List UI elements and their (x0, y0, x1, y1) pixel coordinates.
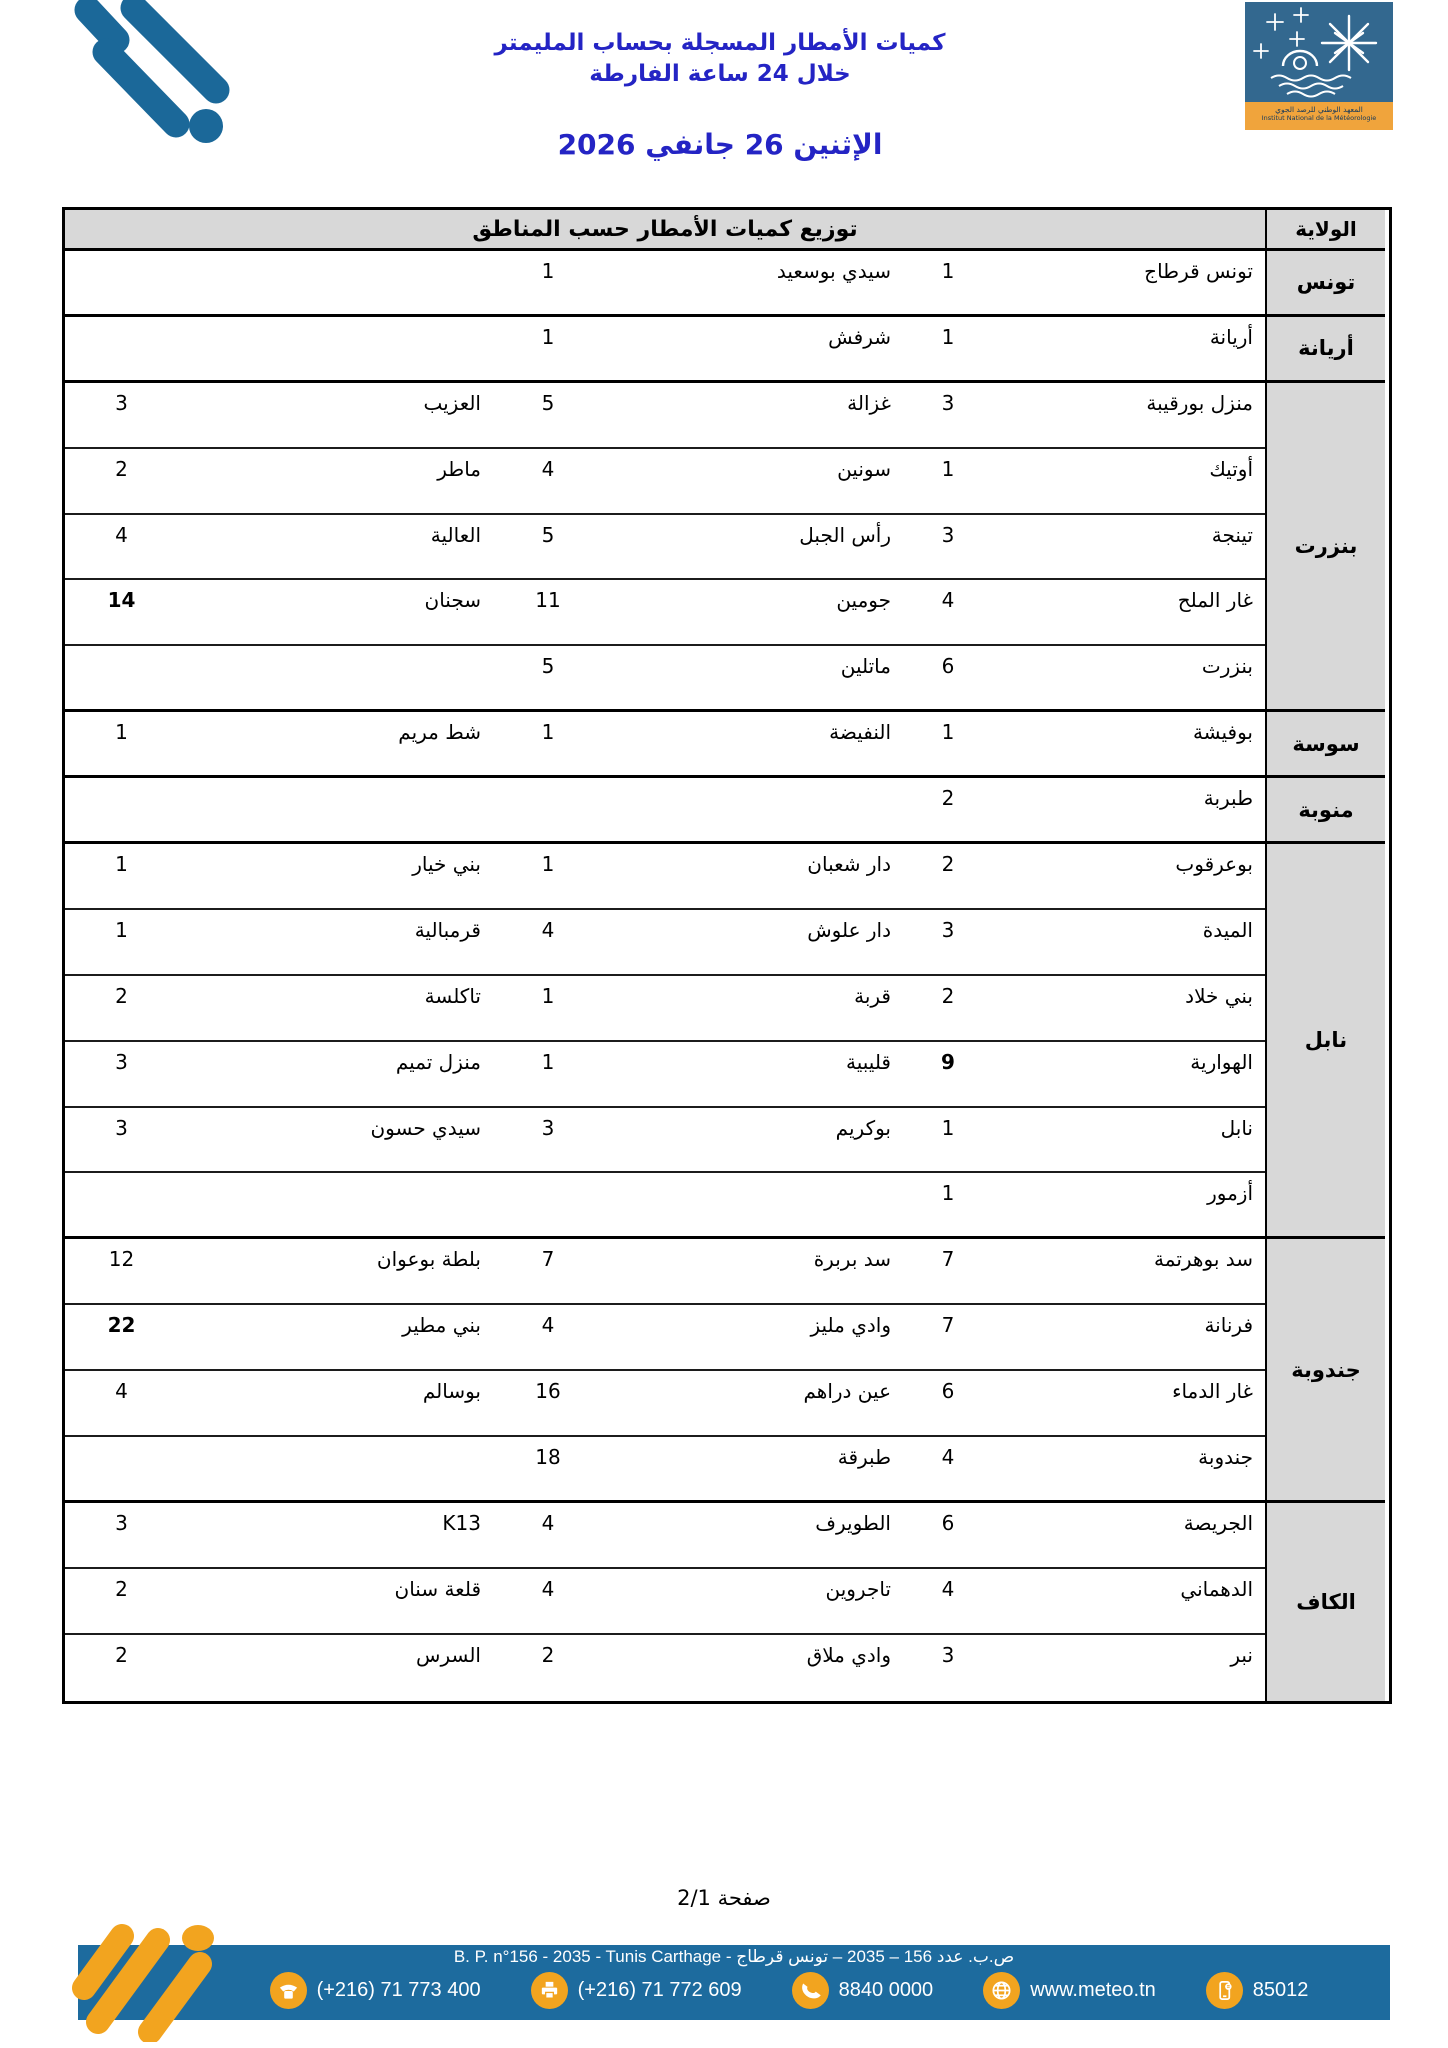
rain-value: 1 (493, 1042, 603, 1108)
region-name: سيدي حسون (178, 1108, 493, 1174)
globe-icon (983, 1972, 1020, 2009)
rain-value: 4 (493, 1569, 603, 1635)
governorate-cell: أريانة (1265, 317, 1385, 383)
rain-value: 1 (903, 712, 993, 778)
rain-value: 2 (903, 778, 993, 844)
rain-value: 2 (541, 1642, 555, 1667)
region-name: سونين (603, 449, 903, 515)
rain-value: 1 (903, 1173, 993, 1239)
region-name: تينجة (993, 515, 1265, 581)
rain-value: 3 (903, 910, 993, 976)
rain-value: 3 (65, 1503, 178, 1569)
rain-value: 6 (903, 646, 993, 712)
rain-value: 3 (903, 383, 993, 449)
table-main-header: توزيع كميات الأمطار حسب المناطق (65, 210, 1265, 251)
region-name: العالية (178, 515, 493, 581)
region-name: النفيضة (603, 712, 903, 778)
region-name: بني خلاد (993, 976, 1265, 1042)
footer-bar (78, 1945, 1390, 2020)
rain-value (493, 1173, 603, 1239)
rain-value: 1 (903, 317, 993, 383)
governorate-cell: الكاف (1265, 1503, 1385, 1701)
rain-value: 5 (493, 383, 603, 449)
rain-value: 1 (493, 712, 603, 778)
inm-logo-emblem-icon (1245, 2, 1393, 102)
region-name: سد بوهرتمة (993, 1239, 1265, 1305)
region-name: قرمبالية (178, 910, 493, 976)
inm-logo (1245, 2, 1393, 130)
report-title-line2: خلال 24 ساعة الفارطة (589, 61, 851, 87)
rain-value: 1 (493, 844, 603, 910)
rain-value: 7 (493, 1239, 603, 1305)
inm-logo-band (1245, 102, 1393, 130)
report-date: الإثنين 26 جانفي 2026 (557, 128, 883, 161)
report-header (330, 28, 1110, 161)
region-name (603, 1173, 903, 1239)
region-name: بني خيار (178, 844, 493, 910)
region-name: بوسالم (178, 1371, 493, 1437)
rain-value: 4 (903, 580, 993, 646)
region-name (603, 778, 903, 844)
region-name: غار الملح (993, 580, 1265, 646)
rain-value (65, 1173, 178, 1239)
rain-value: 3 (65, 1042, 178, 1108)
rain-value: 4 (493, 449, 603, 515)
rain-value: 14 (65, 580, 178, 646)
rain-value: 2 (65, 976, 178, 1042)
rain-value: 3 (903, 515, 993, 581)
rain-value: 1 (65, 910, 178, 976)
region-name: وادي ملاق (806, 1642, 891, 1667)
rain-value: 4 (903, 1569, 993, 1635)
region-name: بوعرقوب (993, 844, 1265, 910)
rain-value (65, 317, 178, 383)
region-name: نابل (993, 1108, 1265, 1174)
region-name: سيدي بوسعيد (603, 251, 903, 317)
region-name: العزيب (178, 383, 493, 449)
region-name: نبر (1230, 1642, 1253, 1667)
rain-value: 3 (941, 1642, 955, 1667)
region-name: السرس (416, 1642, 481, 1667)
region-name: فرنانة (993, 1305, 1265, 1371)
rain-value: 5 (493, 515, 603, 581)
table-governorate-header: الولاية (1265, 210, 1385, 251)
region-name: شط مريم (178, 712, 493, 778)
rain-value: 1 (65, 844, 178, 910)
rain-value: 1 (903, 449, 993, 515)
rain-value: 2 (903, 976, 993, 1042)
rain-value (65, 1437, 178, 1503)
contact-item (983, 1972, 1156, 2009)
rain-value: 4 (493, 1305, 603, 1371)
rain-value (65, 251, 178, 317)
footer-address: B. P. n°156 - 2035 - Tunis Carthage - ص.ب. عدد 156 – 2035 – تونس قرطاج (453, 1947, 1015, 1966)
rain-value: 1 (903, 1108, 993, 1174)
region-name (178, 778, 493, 844)
rain-value: 6 (903, 1371, 993, 1437)
region-name: قلعة سنان (178, 1569, 493, 1635)
governorate-cell: جندوبة (1265, 1239, 1385, 1503)
rain-value: 6 (903, 1503, 993, 1569)
rain-value: 2 (65, 1569, 178, 1635)
rain-value: 16 (493, 1371, 603, 1437)
inm-name-arabic: المعهد الوطني للرصد الجوي (1275, 105, 1363, 114)
region-name: تاكلسة (178, 976, 493, 1042)
region-name: قليبية (603, 1042, 903, 1108)
region-name: أوتيك (993, 449, 1265, 515)
region-name: طبرقة (603, 1437, 903, 1503)
rain-value: 7 (903, 1305, 993, 1371)
rain-value: 12 (65, 1239, 178, 1305)
rain-value: 2 (65, 449, 178, 515)
region-name: الميدة (993, 910, 1265, 976)
governorate-cell: سوسة (1265, 712, 1385, 778)
rain-value: 1 (493, 317, 603, 383)
rain-value (493, 778, 603, 844)
region-name: سد بربرة (603, 1239, 903, 1305)
region-name (178, 646, 493, 712)
region-name: K13 (178, 1503, 493, 1569)
region-name: طبربة (993, 778, 1265, 844)
rain-value: 3 (65, 383, 178, 449)
region-name: عين دراهم (603, 1371, 903, 1437)
region-name: أريانة (993, 317, 1265, 383)
region-name: جندوبة (993, 1437, 1265, 1503)
rain-value: 4 (493, 910, 603, 976)
rain-value: 2 (903, 844, 993, 910)
region-name: بلطة بوعوان (178, 1239, 493, 1305)
region-name: الجريصة (993, 1503, 1265, 1569)
contact-value: (+216) 71 773 400 (316, 1979, 481, 2001)
telephone-icon (270, 1972, 307, 2009)
rain-value: 11 (493, 580, 603, 646)
rain-value: 22 (65, 1305, 178, 1371)
region-name: دار علوش (603, 910, 903, 976)
region-name (178, 1173, 493, 1239)
rain-value: 18 (493, 1437, 603, 1503)
contact-item (270, 1972, 481, 2009)
rain-value (65, 646, 178, 712)
region-name: بوفيشة (993, 712, 1265, 778)
region-name: بنزرت (993, 646, 1265, 712)
contact-value: www.meteo.tn (1030, 1979, 1156, 2001)
region-name: بوكريم (603, 1108, 903, 1174)
region-name: شرفش (603, 317, 903, 383)
region-name: قربة (603, 976, 903, 1042)
region-name (178, 1437, 493, 1503)
rain-value: 2 (115, 1642, 128, 1667)
rain-value: 4 (65, 1371, 178, 1437)
rain-value: 7 (903, 1239, 993, 1305)
contact-value: 8840 0000 (838, 1979, 934, 2001)
report-title-line1: كميات الأمطار المسجلة بحساب المليمتر (494, 30, 946, 56)
mobile-icon (1206, 1972, 1243, 2009)
inm-streaks-logo-icon (64, 0, 239, 150)
region-name: الدهماني (993, 1569, 1265, 1635)
contact-item (792, 1972, 934, 2009)
region-name: جومين (603, 580, 903, 646)
rain-value (65, 778, 178, 844)
governorate-cell: منوبة (1265, 778, 1385, 844)
region-name: رأس الجبل (603, 515, 903, 581)
rain-value: 9 (903, 1042, 993, 1108)
region-name: وادي مليز (603, 1305, 903, 1371)
governorate-cell: تونس (1265, 251, 1385, 317)
rain-value: 4 (65, 515, 178, 581)
region-name: سجنان (178, 580, 493, 646)
governorate-cell: نابل (1265, 844, 1385, 1239)
rain-value: 1 (493, 976, 603, 1042)
page-number: صفحة 2/1 (677, 1886, 771, 1910)
rain-value: 3 (65, 1108, 178, 1174)
rain-value: 4 (493, 1503, 603, 1569)
region-name: منزل بورقيبة (993, 383, 1265, 449)
region-name: ماتلين (603, 646, 903, 712)
region-name: غار الدماء (993, 1371, 1265, 1437)
rain-value: 1 (65, 712, 178, 778)
contact-item (1206, 1972, 1309, 2009)
rain-value: 4 (903, 1437, 993, 1503)
region-name: ماطر (178, 449, 493, 515)
region-name: دار شعبان (603, 844, 903, 910)
handset-icon (792, 1972, 829, 2009)
rain-table (62, 207, 1392, 1704)
fax-icon (531, 1972, 568, 2009)
region-name: تونس قرطاج (993, 251, 1265, 317)
region-name: تاجروين (603, 1569, 903, 1635)
contact-item (531, 1972, 742, 2009)
region-name: الطويرف (603, 1503, 903, 1569)
inm-name-french: Institut National de la Météorologie (1261, 114, 1377, 122)
contact-value: 85012 (1252, 1979, 1309, 2001)
region-name (178, 317, 493, 383)
region-name: أزمور (993, 1173, 1265, 1239)
rain-value: 1 (903, 251, 993, 317)
region-name: غزالة (603, 383, 903, 449)
region-name: بني مطير (178, 1305, 493, 1371)
region-name: الهوارية (993, 1042, 1265, 1108)
region-name: منزل تميم (178, 1042, 493, 1108)
footer-contacts (198, 1972, 1380, 2009)
governorate-cell: بنزرت (1265, 383, 1385, 712)
region-name (178, 251, 493, 317)
rain-value: 5 (493, 646, 603, 712)
rain-value: 1 (493, 251, 603, 317)
rain-value: 3 (493, 1108, 603, 1174)
contact-value: (+216) 71 772 609 (577, 1979, 742, 2001)
